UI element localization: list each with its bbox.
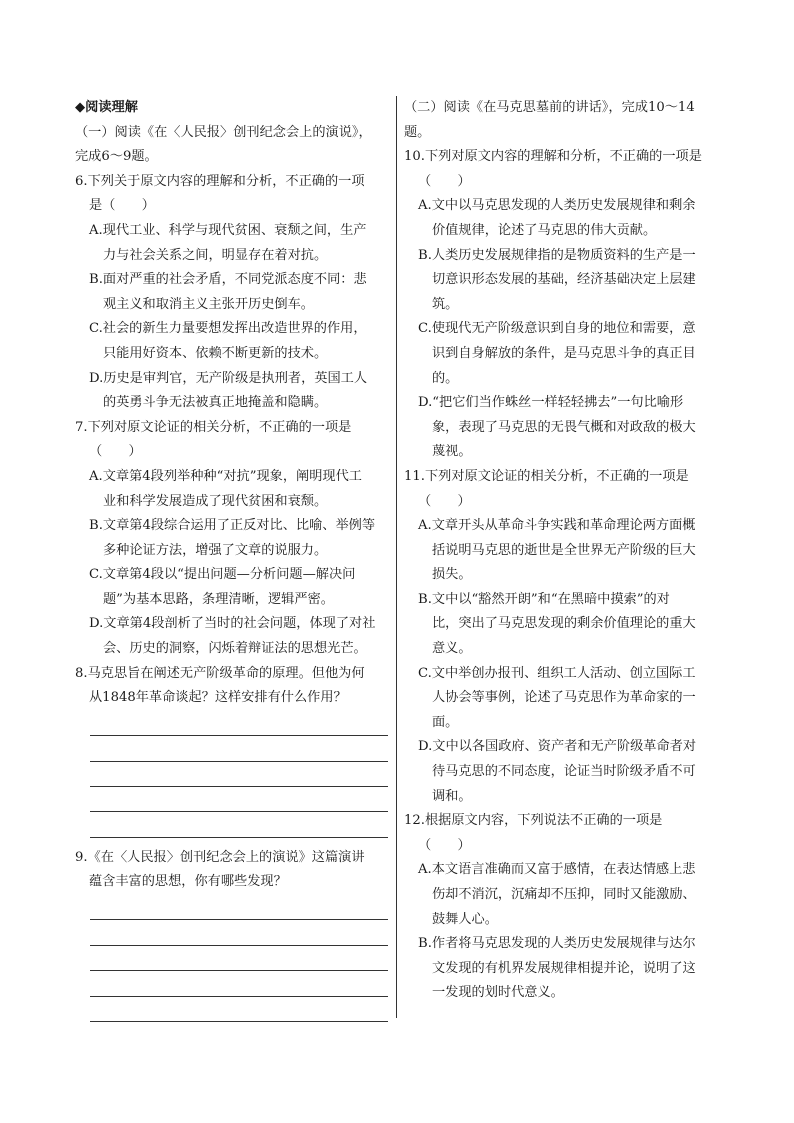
- q11-option-d: D.文中以各国政府、资产者和无产阶级革命者对: [418, 739, 697, 755]
- q11-stem-line1: 11.下列对原文论证的相关分析，不正确的一项是: [404, 468, 689, 484]
- q10-option-a: A.文中以马克思发现的人类历史发展规律和剩余: [418, 198, 696, 214]
- part2-heading-line1: （二）阅读《在马克思墓前的讲话》，完成10～14: [404, 100, 695, 115]
- answer-line[interactable]: [90, 762, 388, 787]
- q11-option-a: A.文章开头从革命斗争实践和革命理论两方面概: [418, 518, 696, 534]
- q10-option-d-cont: 象，表现了马克思的无畏气概和对政敌的极大: [432, 419, 696, 435]
- q10-option-d-cont2: 蔑视。: [432, 444, 472, 460]
- q11-option-d-cont: 待马克思的不同态度，论证当时阶级矛盾不可: [432, 764, 696, 780]
- q11-option-c-cont: 人协会等事例，论述了马克思作为革命家的一: [432, 690, 696, 706]
- answer-line[interactable]: [90, 971, 388, 996]
- q12-stem-line2: （ ）: [418, 837, 471, 853]
- q12-option-b-cont: 文发现的有机界发展规律相提并论，说明了这: [432, 960, 696, 976]
- q12-option-a: A.本文语言准确而又富于感情，在表达情感上悲: [418, 862, 696, 878]
- question-8: [75, 662, 391, 838]
- q6-option-a-cont: 力与社会关系之间，明显存在着对抗。: [103, 247, 328, 263]
- q10-stem-line2: （ ）: [418, 173, 471, 189]
- question-10: [404, 145, 726, 465]
- q6-stem-line1: 6.下列关于原文内容的理解和分析，不正确的一项: [75, 173, 365, 189]
- q9-answer-area[interactable]: [90, 895, 391, 1022]
- q7-option-d-cont: 会、历史的洞察，闪烁着辩证法的思想光芒。: [103, 641, 367, 657]
- q10-option-c: C.使现代无产阶级意识到自身的地位和需要，意: [418, 321, 696, 337]
- answer-line[interactable]: [90, 711, 388, 736]
- q11-stem-line2: （ ）: [418, 493, 471, 509]
- q7-option-b: B.文章第4段综合运用了正反对比、比喻、举例等: [89, 518, 376, 534]
- q6-option-b: B.面对严重的社会矛盾，不同党派态度不同：悲: [89, 272, 367, 288]
- q10-option-d: D.“把它们当作蛛丝一样轻轻拂去”一句比喻形: [418, 395, 684, 411]
- answer-line[interactable]: [90, 920, 388, 945]
- q12-option-b: B.作者将马克思发现的人类历史发展规律与达尔: [418, 936, 696, 952]
- q7-option-b-cont: 多种论证方法，增强了文章的说服力。: [103, 542, 328, 558]
- q7-option-c: C.文章第4段以“提出问题—分析问题—解决问: [89, 567, 356, 583]
- answer-line[interactable]: [90, 946, 388, 971]
- q10-stem-line1: 10.下列对原文内容的理解和分析，不正确的一项是: [404, 149, 702, 165]
- question-11: [404, 465, 726, 809]
- q7-stem-line2: （ ）: [89, 444, 142, 460]
- question-9: [75, 846, 391, 1022]
- question-6: [75, 170, 391, 416]
- answer-line[interactable]: [90, 736, 388, 761]
- q6-option-a: A.现代工业、科学与现代贫困、衰颓之间，生产: [89, 222, 367, 238]
- q11-option-b-cont2: 意义。: [432, 641, 472, 657]
- part1-heading-line1: （一）阅读《在〈人民报〉创刊纪念会上的演说》，: [75, 124, 372, 140]
- q12-option-a-cont: 伤却不消沉，沉痛却不压抑，同时又能激励、: [432, 887, 696, 902]
- part2-heading-line2: 题。: [404, 124, 431, 140]
- q11-option-d-cont2: 调和。: [432, 788, 472, 804]
- q10-option-a-cont: 价值规律，论述了马克思的伟大贡献。: [432, 222, 657, 238]
- q7-stem-line1: 7.下列对原文论证的相关分析，不正确的一项是: [75, 419, 352, 435]
- q10-option-b-cont: 切意识形态发展的基础，经济基础决定上层建: [432, 272, 696, 288]
- q10-option-c-cont: 识到自身解放的条件，是马克思斗争的真正目: [432, 345, 696, 361]
- q11-option-a-cont: 括说明马克思的逝世是全世界无产阶级的巨大: [432, 542, 696, 558]
- q8-answer-area[interactable]: [90, 711, 391, 838]
- q10-option-c-cont2: 的。: [432, 370, 459, 386]
- section-title: ◆阅读理解: [75, 100, 138, 115]
- q12-option-a-cont2: 鼓舞人心。: [432, 911, 498, 927]
- q6-option-c-cont: 只能用好资本、依赖不断更新的技术。: [103, 345, 328, 361]
- q7-option-a: A.文章第4段列举种种“对抗”现象，阐明现代工: [89, 468, 362, 484]
- q11-option-b-cont: 比，突出了马克思发现的剩余价值理论的重大: [432, 616, 696, 632]
- q12-option-b-cont2: 一发现的划时代意义。: [432, 985, 564, 1001]
- left-column: [75, 96, 391, 1022]
- q7-option-a-cont: 业和科学发展造成了现代贫困和衰颓。: [103, 493, 328, 509]
- q6-option-d: D.历史是审判官，无产阶级是执刑者，英国工人: [89, 370, 368, 386]
- q9-stem-line1: 9.《在〈人民报〉创刊纪念会上的演说》这篇演讲: [75, 849, 365, 865]
- q10-option-b: B.人类历史发展规律指的是物质资料的生产是一: [418, 247, 696, 263]
- q11-option-a-cont2: 损失。: [432, 567, 472, 583]
- q6-option-b-cont: 观主义和取消主义主张开历史倒车。: [103, 296, 314, 312]
- q6-stem-line2: 是（ ）: [89, 198, 155, 214]
- question-7: [75, 416, 391, 662]
- part1-heading-line2: 完成6～9题。: [75, 149, 158, 165]
- q10-option-b-cont2: 筑。: [432, 296, 459, 312]
- q7-option-c-cont: 题”为基本思路，条理清晰，逻辑严密。: [103, 591, 334, 607]
- answer-line[interactable]: [90, 895, 388, 920]
- answer-line[interactable]: [90, 997, 388, 1022]
- q12-stem-line1: 12.根据原文内容，下列说法不正确的一项是: [404, 813, 663, 829]
- q11-option-c-cont2: 面。: [432, 714, 459, 730]
- q11-option-c: C.文中举创办报刊、组织工人活动、创立国际工: [418, 665, 696, 681]
- question-12: [404, 809, 726, 1006]
- q6-option-d-cont: 的英勇斗争无法被真正地掩盖和隐瞒。: [103, 395, 328, 411]
- column-divider: [396, 96, 397, 1018]
- answer-line[interactable]: [90, 787, 388, 812]
- answer-line[interactable]: [90, 812, 388, 837]
- q11-option-b: B.文中以“豁然开朗”和“在黑暗中摸索”的对: [418, 591, 670, 607]
- q8-stem-line1: 8.马克思旨在阐述无产阶级革命的原理。但他为何: [75, 665, 365, 681]
- right-column: [404, 96, 726, 1006]
- q7-option-d: D.文章第4段剖析了当时的社会问题，体现了对社: [89, 616, 376, 632]
- q6-option-c: C.社会的新生力量要想发挥出改造世界的作用，: [89, 321, 367, 337]
- q8-stem-line2: 从1848年革命谈起？这样安排有什么作用？: [89, 690, 347, 706]
- q9-stem-line2: 蕴含丰富的思想，你有哪些发现？: [89, 874, 287, 890]
